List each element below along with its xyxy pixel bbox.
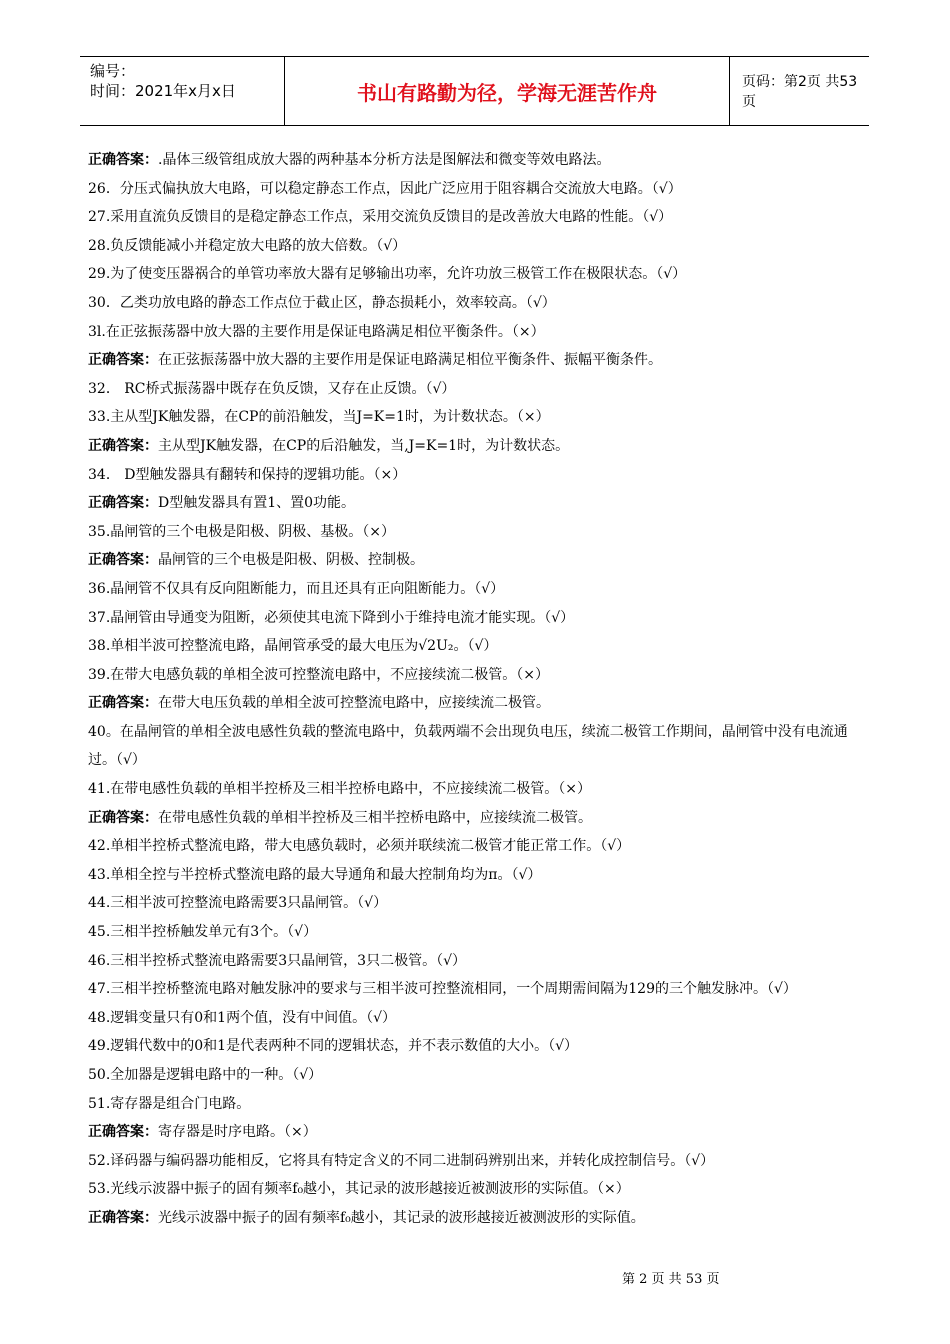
question-line: [88, 918, 860, 947]
header-meta: [80, 57, 284, 125]
line-text: 29.为了使变压器祸合的单管功率放大器有足够输出功率，允许功放三极管工作在极限状态。（√）: [88, 266, 687, 283]
question-line: [88, 318, 860, 347]
question-line: [88, 232, 860, 261]
document-body: [88, 146, 860, 1233]
line-text: 32． RC桥式振荡器中既存在负反馈，又存在止反馈。（√）: [88, 380, 456, 397]
question-line: [88, 289, 860, 318]
line-text: 42.单相半控桥式整流电路，带大电感负载时，必须并联续流二极管才能正常工作。（√）: [88, 838, 631, 855]
line-text: 48.逻辑变量只有0和1两个值，没有中间值。（√）: [88, 1009, 396, 1026]
line-text: 寄存器是时序电路。（×）: [158, 1124, 317, 1141]
line-text: 44.三相半波可控整流电路需要3只晶闸管。（√）: [88, 895, 388, 912]
answer-line: [88, 689, 860, 718]
question-line: [88, 1090, 860, 1119]
line-text: 34． D型触发器具有翻转和保持的逻辑功能。（×）: [88, 466, 407, 483]
question-line: [88, 260, 860, 289]
answer-line: [88, 546, 860, 575]
answer-label: 正确答案：: [88, 352, 158, 369]
line-text: 52.译码器与编码器功能相反，它将具有特定含义的不同二进制码辨别出来，并转化成控制信号。（√）: [88, 1152, 715, 1169]
line-text: D型触发器具有置1、置0功能。: [158, 495, 356, 512]
line-text: 27.采用直流负反馈目的是稳定静态工作点，采用交流负反馈目的是改善放大电路的性能。（√）: [88, 209, 673, 226]
document-number-label: 编号：: [90, 62, 136, 80]
answer-label: 正确答案：: [88, 152, 158, 168]
question-line: [88, 175, 860, 204]
answer-label: 正确答案：: [88, 1209, 158, 1226]
question-line: [88, 632, 860, 661]
line-text: 49.逻辑代数中的0和1是代表两种不同的逻辑状态，并不表示数值的大小。（√）: [88, 1038, 578, 1055]
line-text: 33.主从型JK触发器，在CP的前沿触发，当J=K=1时，为计数状态。（×）: [88, 409, 550, 426]
line-text: 光线示波器中振子的固有频率f₀越小，其记录的波形越接近被测波形的实际值。: [158, 1209, 645, 1226]
question-line: [88, 461, 860, 490]
line-text: 45.三相半控桥触发单元有3个。（√）: [88, 924, 318, 941]
line-text: 28.负反馈能减小并稳定放大电路的放大倍数。（√）: [88, 237, 407, 254]
line-text: 35.晶闸管的三个电极是阳极、阴极、基极。（×）: [88, 523, 395, 540]
line-text: 41.在带电感性负载的单相半控桥及三相半控桥电路中，不应接续流二极管。（×）: [88, 781, 591, 798]
question-line: [88, 775, 860, 804]
answer-line: [88, 432, 860, 461]
answer-label: 正确答案：: [88, 552, 158, 569]
line-text: 3l.在正弦振荡器中放大器的主要作用是保证电路满足相位平衡条件。（×）: [88, 323, 545, 340]
question-line: [88, 1032, 860, 1061]
document-time: 时间：2021年x月x日: [90, 82, 236, 100]
answer-line: [88, 1204, 860, 1233]
line-text: 在带大电压负载的单相全波可控整流电路中，应接续流二极管。: [158, 695, 550, 712]
page-header: [80, 56, 869, 126]
line-text: 40。在晶闸管的单相全波电感性负载的整流电路中，负载两端不会出现负电压，续流二极管工作期间，晶闸管中没有电流通过。（√）: [88, 723, 848, 769]
page-footer: 第 2 页 共 53 页: [622, 1272, 720, 1287]
line-text: 47.三相半控桥整流电路对触发脉冲的要求与三相半波可控整流相同，一个周期需间隔为129的三个触发脉冲。（√）: [88, 981, 797, 998]
line-text: 43.单相全控与半控桥式整流电路的最大导通角和最大控制角均为π。（√）: [88, 866, 542, 883]
line-text: 50.全加器是逻辑电路中的一种。（√）: [88, 1067, 323, 1083]
question-line: [88, 718, 860, 775]
question-line: [88, 947, 860, 976]
header-motto: 书山有路勤为径，学海无涯苦作舟: [284, 57, 730, 125]
question-line: [88, 975, 860, 1004]
question-line: [88, 604, 860, 633]
line-text: 在正弦振荡器中放大器的主要作用是保证电路满足相位平衡条件、振幅平衡条件。: [158, 352, 662, 369]
header-page-info: 页码：第2页 共53页: [742, 74, 858, 110]
answer-line: [88, 346, 860, 375]
line-text: 晶闸管的三个电极是阳极、阴极、控制极。: [158, 552, 424, 569]
question-line: [88, 375, 860, 404]
answer-label: 正确答案：: [88, 437, 158, 454]
answer-label: 正确答案：: [88, 695, 158, 712]
answer-line: [88, 1118, 860, 1147]
question-line: [88, 1004, 860, 1033]
question-line: [88, 575, 860, 604]
line-text: 主从型JK触发器，在CP的后沿触发，当,J=K=1时，为计数状态。: [158, 437, 570, 454]
question-line: [88, 661, 860, 690]
question-line: [88, 518, 860, 547]
line-text: 38.单相半波可控整流电路，晶闸管承受的最大电压为√2U₂。（√）: [88, 638, 498, 655]
question-line: [88, 832, 860, 861]
line-text: 36.晶闸管不仅具有反向阻断能力，而且还具有正向阻断能力。（√）: [88, 580, 505, 597]
question-line: [88, 1175, 860, 1204]
question-line: [88, 889, 860, 918]
line-text: 26．分压式偏执放大电路，可以稳定静态工作点，因此广泛应用于阻容耦合交流放大电路。（√）: [88, 180, 682, 197]
line-text: .晶体三级管组成放大器的两种基本分析方法是图解法和微变等效电路法。: [158, 152, 611, 168]
answer-label: 正确答案：: [88, 495, 158, 512]
question-line: [88, 1147, 860, 1176]
line-text: 37.晶闸管由导通变为阻断，必须使其电流下降到小于维持电流才能实现。（√）: [88, 609, 575, 626]
answer-label: 正确答案：: [88, 809, 158, 826]
answer-line: [88, 804, 860, 833]
line-text: 30．乙类功放电路的静态工作点位于截止区，静态损耗小，效率较高。（√）: [88, 294, 556, 311]
answer-line: [88, 146, 860, 175]
line-text: 46.三相半控桥式整流电路需要3只晶闸管，3只二极管。（√）: [88, 952, 466, 969]
question-line: [88, 403, 860, 432]
line-text: 在带电感性负载的单相半控桥及三相半控桥电路中，应接续流二极管。: [158, 809, 592, 826]
question-line: [88, 1061, 860, 1090]
line-text: 39.在带大电感负载的单相全波可控整流电路中，不应接续流二极管。（×）: [88, 666, 549, 683]
answer-label: 正确答案：: [88, 1124, 158, 1141]
line-text: 53.光线示波器中振子的固有频率f₀越小，其记录的波形越接近被测波形的实际值。（×）: [88, 1181, 630, 1198]
question-line: [88, 861, 860, 890]
question-line: [88, 203, 860, 232]
line-text: 51.寄存器是组合门电路。: [88, 1095, 251, 1112]
answer-line: [88, 489, 860, 518]
